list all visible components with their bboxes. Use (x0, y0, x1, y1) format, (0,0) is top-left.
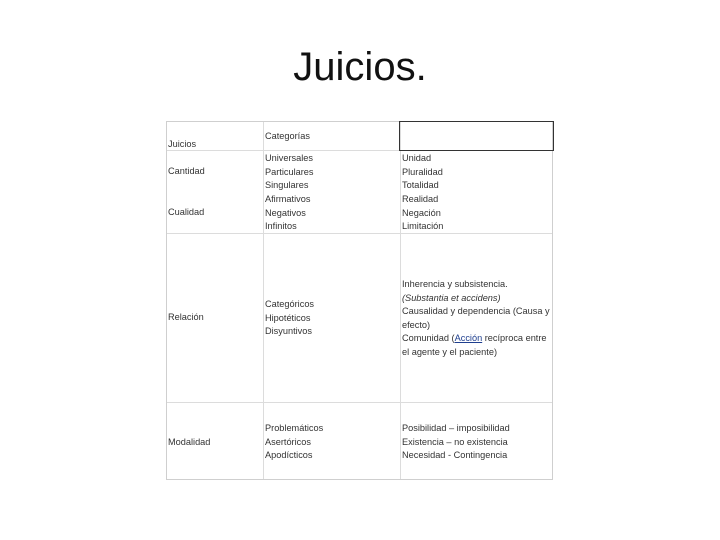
categoria-item: Pluralidad (402, 166, 443, 177)
comunidad-prefix: Comunidad ( (402, 333, 455, 344)
juicio-item: Categóricos (265, 299, 315, 309)
judgments-table (166, 121, 553, 480)
cualidad-juicios (263, 193, 400, 234)
cantidad-categorias (400, 152, 553, 193)
juicio-item: Universales (265, 153, 313, 163)
empty-header-cell (399, 121, 554, 151)
comunidad-suffix: recíproca entre el agente y el paciente) (402, 333, 547, 357)
categoria-item: Causalidad y dependencia (Causa y efecto) (402, 306, 550, 330)
row-label-cualidad: Cualidad (168, 207, 205, 217)
slide-title: Juicios. (293, 45, 427, 89)
accion-link[interactable]: Acción (454, 333, 483, 344)
relacion-juicios (263, 298, 400, 339)
juicio-item: Disyuntivos (265, 326, 312, 337)
categoria-item: (Substantia et accidens) (402, 292, 501, 303)
categoria-item: Limitación (402, 221, 444, 232)
categoria-item: Necesidad - Contingencia (402, 450, 508, 461)
juicio-item: Particulares (265, 166, 314, 177)
juicio-item: Afirmativos (265, 194, 311, 204)
row-divider (167, 402, 552, 403)
categoria-item: Totalidad (402, 180, 439, 191)
row-label-cantidad: Cantidad (168, 166, 205, 176)
row-label-relacion: Relación (168, 312, 204, 322)
categoria-item-comunidad (402, 332, 550, 359)
modalidad-juicios (263, 422, 400, 463)
categoria-item: Inherencia y subsistencia. (402, 279, 508, 289)
modalidad-categorias (400, 422, 553, 463)
row-label-modalidad: Modalidad (168, 437, 211, 447)
juicio-item: Apodícticos (265, 450, 313, 461)
juicio-item: Asertóricos (265, 436, 311, 447)
categoria-item: Negación (402, 207, 441, 218)
categoria-item: Unidad (402, 153, 432, 163)
categoria-item: Posibilidad – imposibilidad (402, 423, 510, 433)
categoria-item: Realidad (402, 194, 439, 204)
categoria-item: Existencia – no existencia (402, 436, 508, 447)
relacion-categorias (400, 278, 553, 360)
juicio-item: Hipotéticos (265, 312, 311, 323)
juicio-item: Negativos (265, 207, 306, 218)
header-categorias: Categorías (265, 131, 310, 141)
cantidad-juicios (263, 152, 400, 193)
juicio-item: Singulares (265, 180, 309, 191)
juicio-item: Problemáticos (265, 423, 324, 433)
juicio-item: Infinitos (265, 221, 297, 232)
header-juicios: Juicios (168, 139, 197, 149)
cualidad-categorias (400, 193, 553, 234)
